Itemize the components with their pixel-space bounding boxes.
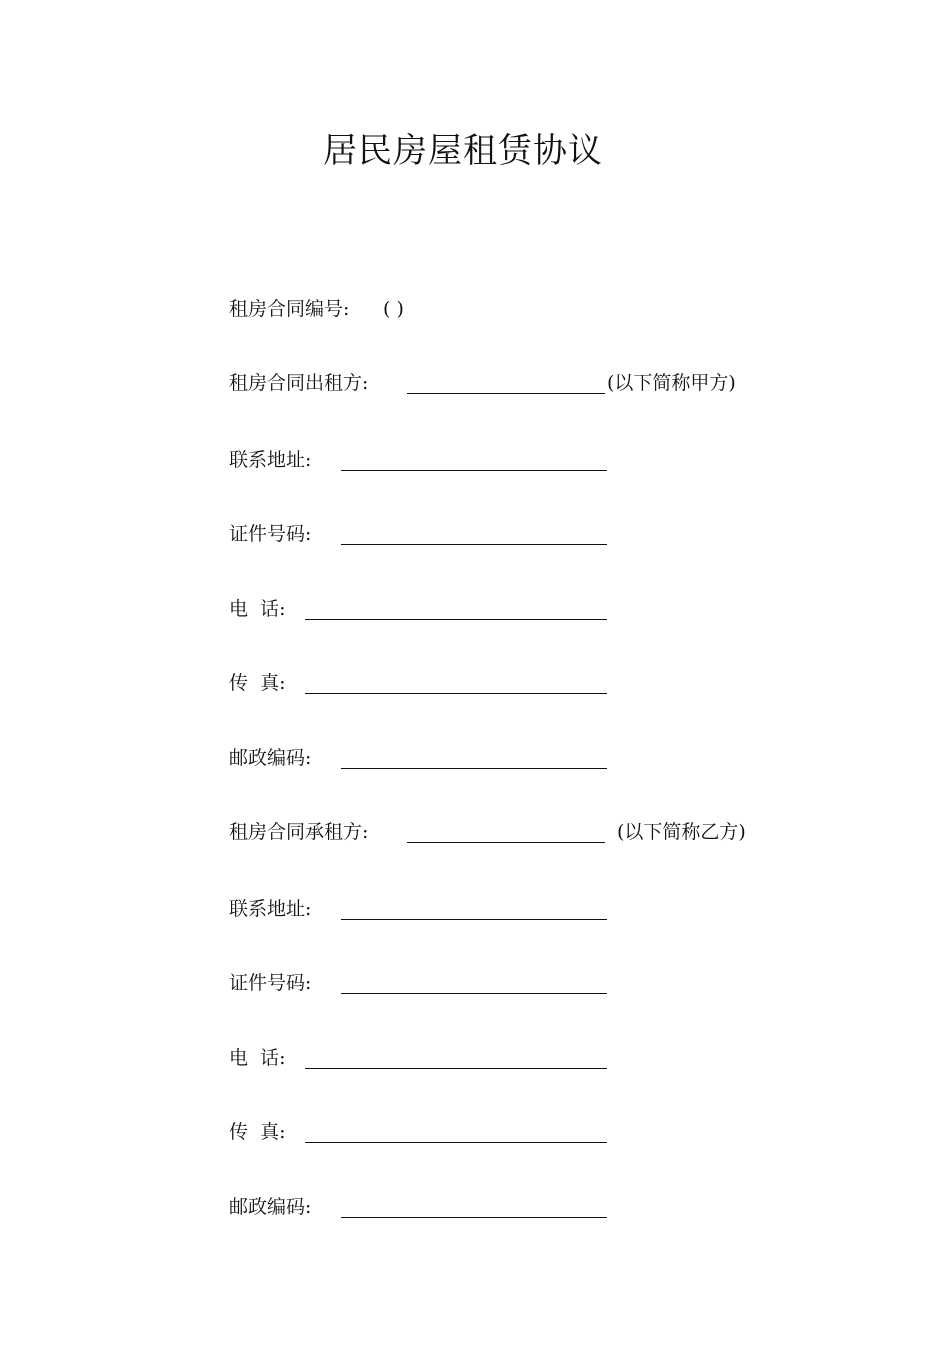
- lessor-id-field[interactable]: [341, 544, 607, 545]
- lessor-name-field[interactable]: [407, 393, 605, 394]
- lessee-phone-row: [229, 1043, 609, 1073]
- lessee-id-field[interactable]: [341, 993, 607, 994]
- lessor-postal-row: [229, 743, 609, 773]
- lessee-phone-field[interactable]: [305, 1068, 607, 1069]
- lessor-fax-label: 传 真:: [229, 672, 286, 694]
- lessor-phone-field[interactable]: [305, 619, 607, 620]
- lessor-phone-row: [229, 594, 609, 624]
- contract-number-value: ( ): [383, 298, 404, 320]
- lessee-row: [229, 817, 779, 847]
- contract-number-label: 租房合同编号:: [229, 298, 350, 320]
- lessee-suffix: (以下简称乙方): [617, 821, 746, 843]
- lessee-id-label: 证件号码:: [229, 972, 312, 994]
- lessee-address-field[interactable]: [341, 919, 607, 920]
- lessor-address-label: 联系地址:: [229, 449, 312, 471]
- contract-number-row: [229, 294, 449, 324]
- lessee-postal-field[interactable]: [341, 1217, 607, 1218]
- lessor-address-field[interactable]: [341, 470, 607, 471]
- lessee-fax-label: 传 真:: [229, 1121, 286, 1143]
- lessor-row: [229, 368, 769, 398]
- lessor-phone-label: 电 话:: [229, 598, 286, 620]
- lessor-fax-field[interactable]: [305, 693, 607, 694]
- lessee-address-row: [229, 894, 609, 924]
- lessor-postal-field[interactable]: [341, 768, 607, 769]
- lessor-suffix: (以下简称甲方): [607, 372, 736, 394]
- lessor-address-row: [229, 445, 609, 475]
- lessee-postal-row: [229, 1192, 609, 1222]
- document-title: 居民房屋租赁协议: [323, 131, 603, 171]
- lessor-id-row: [229, 519, 609, 549]
- lessee-phone-label: 电 话:: [229, 1047, 286, 1069]
- lessor-fax-row: [229, 668, 609, 698]
- lessor-id-label: 证件号码:: [229, 523, 312, 545]
- lessor-label: 租房合同出租方:: [229, 372, 369, 394]
- lessee-fax-field[interactable]: [305, 1142, 607, 1143]
- lessee-postal-label: 邮政编码:: [229, 1196, 312, 1218]
- lessee-id-row: [229, 968, 609, 998]
- lessee-name-field[interactable]: [407, 842, 605, 843]
- lessee-fax-row: [229, 1117, 609, 1147]
- lessee-label: 租房合同承租方:: [229, 821, 369, 843]
- lessee-address-label: 联系地址:: [229, 898, 312, 920]
- lessor-postal-label: 邮政编码:: [229, 747, 312, 769]
